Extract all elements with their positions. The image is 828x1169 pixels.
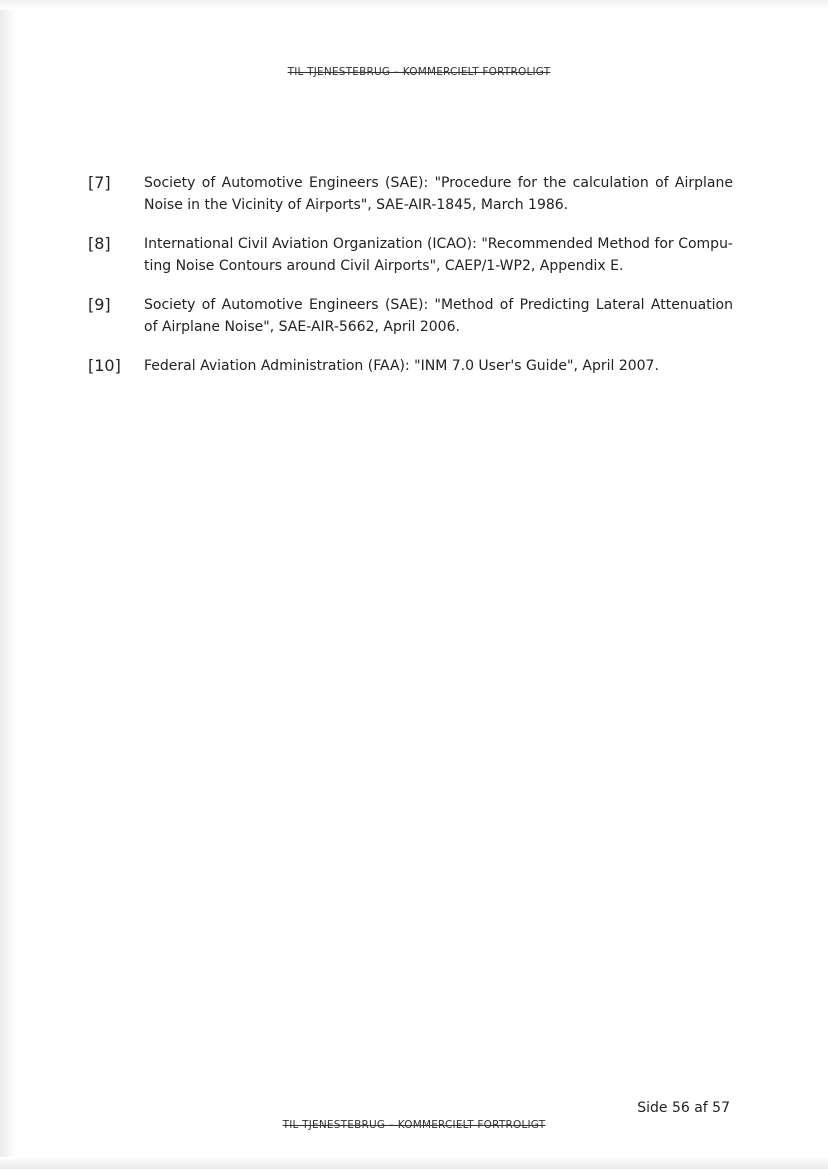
classification-footer: TIL TJENESTEBRUG – KOMMERCIELT FORTROLIGT xyxy=(282,1119,546,1131)
reference-text: Society of Automotive Engineers (SAE): "Procedure for the calculation of Airplane Noise in the Vicinity of Airports", SAE-AIR-1845, March 1986. xyxy=(144,175,733,213)
page-number: Side 56 af 57 xyxy=(637,1100,730,1116)
reference-number: [10] xyxy=(88,356,121,375)
reference-number: [9] xyxy=(88,295,111,314)
reference-item xyxy=(88,233,733,277)
reference-number: [8] xyxy=(88,234,111,253)
reference-item xyxy=(88,172,733,216)
reference-text: Federal Aviation Administration (FAA): "INM 7.0 User's Guide", April 2007. xyxy=(144,358,659,374)
scan-shadow-left xyxy=(0,0,16,1169)
reference-list xyxy=(88,172,733,394)
scan-shadow-bottom xyxy=(0,1157,828,1169)
reference-text: Society of Automotive Engineers (SAE): "Method of Predicting Lateral Attenuation of Airplane Noise", SAE-AIR-5662, April 2006. xyxy=(144,297,733,335)
reference-text: International Civil Aviation Organization (ICAO): "Recommended Method for Compu-ting Noise Contours around Civil Airports", CAEP/1-WP2, Appendix E. xyxy=(144,236,733,274)
reference-item xyxy=(88,294,733,338)
reference-number: [7] xyxy=(88,173,111,192)
reference-item xyxy=(88,355,733,377)
classification-header: TIL TJENESTEBRUG – KOMMERCIELT FORTROLIGT xyxy=(287,66,551,78)
scan-shadow-top xyxy=(0,0,828,10)
